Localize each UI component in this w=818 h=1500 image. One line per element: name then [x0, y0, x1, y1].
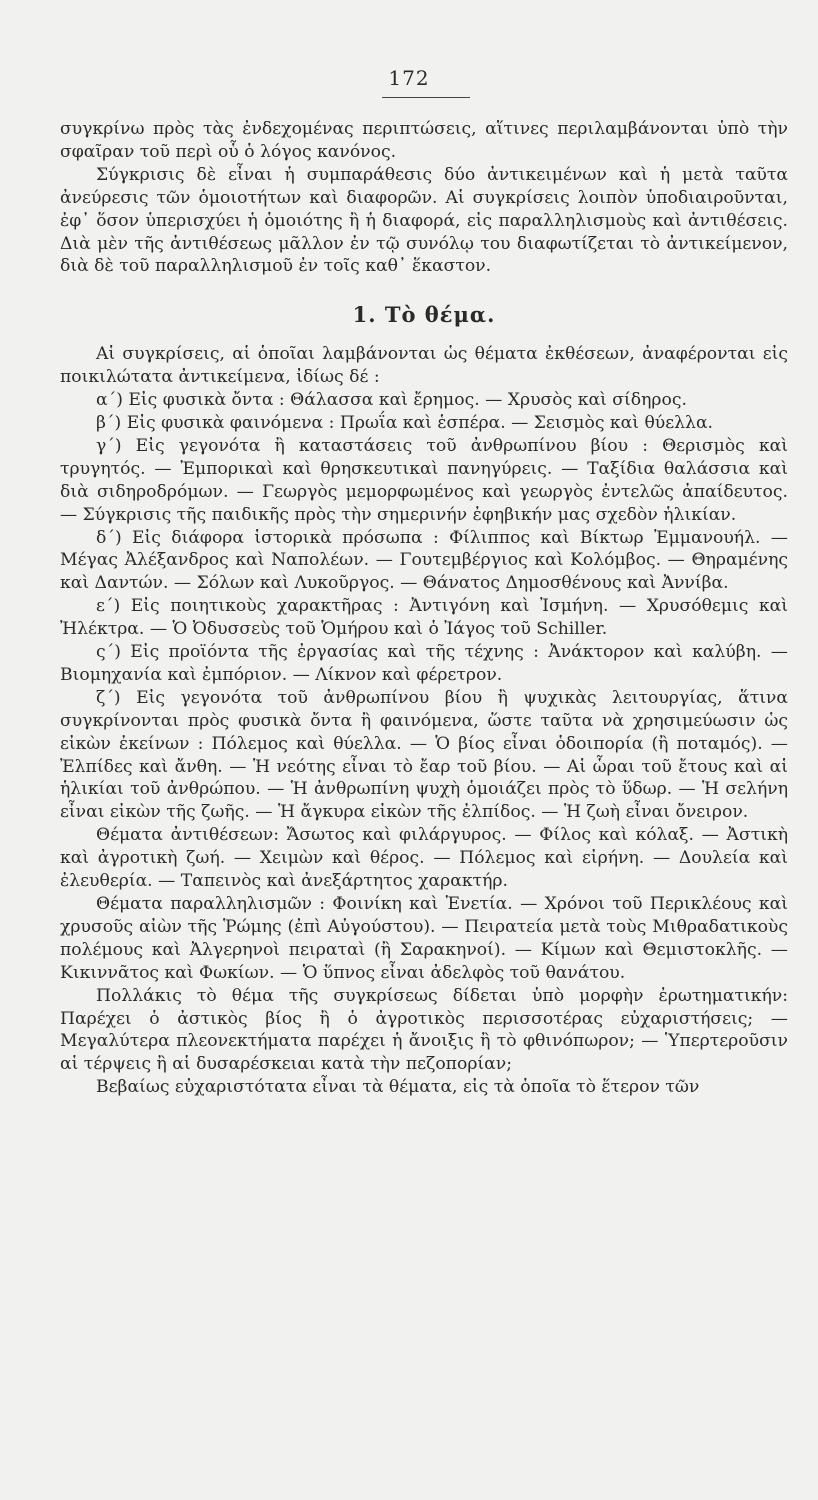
list-item-epsilon: ε΄) Εἰς ποιητικοὺς χαρακτῆρας : Ἀντιγόνη καὶ Ἰσμήνη. — Χρυσόθεμις καὶ Ἠλέκτρα. — Ὁ Ὀδυσσεὺς τοῦ Ὁμήρου καὶ ὁ Ἰάγος τοῦ Schiller. [60, 596, 788, 640]
list-item-delta: δ΄) Εἰς διάφορα ἱστορικὰ πρόσωπα : Φίλιππος καὶ Βίκτωρ Ἐμμανουήλ. — Μέγας Ἀλέξανδρος καὶ Ναπολέων. — Γουτεμβέργιος καὶ Κολόμβος. — Θηραμένης καὶ Δαντών. — Σόλων καὶ Λυκοῦργος. — Θάνατος Δημοσθένους καὶ Ἀννίβα. [60, 527, 788, 594]
section-heading: 1. Τὸ θέμα. [352, 302, 496, 328]
paragraph-list-intro: Αἱ συγκρίσεις, αἱ ὁποῖαι λαμβάνονται ὡς θέματα ἐκθέσεων, ἀναφέρονται εἰς ποικιλώτατα ἀντικείμενα, ἰδίως δέ : [60, 344, 788, 388]
paragraph-question-form: Πολλάκις τὸ θέμα τῆς συγκρίσεως δίδεται ὑπὸ μορφὴν ἐρωτηματικήν: Παρέχει ὁ ἀστικὸς βίος ἢ ὁ ἀγροτικὸς περισσοτέρας εὐχαριστήσεις; — Μεγαλύτερα πλεονεκτήματα παρέχει ἡ ἄνοιξις ἢ τὸ φθινόπωρον; — Ὑπερτεροῦσιν αἱ τέρψεις ἢ αἱ δυσαρέσκειαι κατὰ τὴν πεζοπορίαν; [60, 985, 788, 1075]
paragraph-definition: Σύγκρισις δὲ εἶναι ἡ συμπαράθεσις δύο ἀντικειμένων καὶ ἡ μετὰ ταῦτα ἀνεύρεσις τῶν ὁμοιοτήτων καὶ διαφορῶν. Αἱ συγκρίσεις λοιπὸν ὑποδιαιροῦνται, ἐφ᾽ ὅσον ὑπερισχύει ἡ ὁμοιότης ἢ ἡ διαφορά, εἰς παραλληλισμοὺς καὶ ἀντιθέσεις. Διὰ μὲν τῆς ἀντιθέσεως μᾶλλον ἐν τῷ συνόλῳ του διαφωτίζεται τὸ ἀντικείμενον, διὰ δὲ τοῦ παραλληλισμοῦ ἐν τοῖς καθ᾽ ἕκαστον. [60, 164, 788, 277]
page-number: 172 [388, 66, 430, 90]
paragraph-final: Βεβαίως εὐχαριστότατα εἶναι τὰ θέματα, εἰς τὰ ὁποῖα τὸ ἕτερον τῶν [96, 1077, 700, 1098]
paragraph-antithesis: Θέματα ἀντιθέσεων: Ἄσωτος καὶ φιλάργυρος. — Φίλος καὶ κόλαξ. — Ἀστικὴ καὶ ἀγροτικὴ ζωή. — Χειμὼν καὶ θέρος. — Πόλεμος καὶ εἰρήνη. — Δουλεία καὶ ἐλευθερία. — Ταπεινὸς καὶ ἀνεξάρτητος χαρακτήρ. [60, 825, 788, 892]
page-number-rule [382, 97, 470, 98]
body-text [60, 118, 788, 1099]
list-item-alpha: α΄) Εἰς φυσικὰ ὄντα : Θάλασσα καὶ ἔρημος. — Χρυσὸς καὶ σίδηρος. [96, 390, 687, 411]
list-item-beta: β΄) Εἰς φυσικὰ φαινόμενα : Πρωΐα καὶ ἑσπέρα. — Σεισμὸς καὶ θύελλα. [96, 412, 714, 433]
list-item-stigma: ς΄) Εἰς προϊόντα τῆς ἐργασίας καὶ τῆς τέχνης : Ἀνάκτορον καὶ καλύβη. — Βιομηχανία καὶ ἐμπόριον. — Λίκνον καὶ φέρετρον. [60, 642, 788, 685]
list-item-zeta: ζ΄) Εἰς γεγονότα τοῦ ἀνθρωπίνου βίου ἢ ψυχικὰς λειτουργίας, ἅτινα συγκρίνονται πρὸς φυσικὰ ὄντα ἢ φαινόμενα, ὥστε ταῦτα νὰ χρησιμεύωσιν ὡς εἰκὼν ἐκείνων : Πόλεμος καὶ θύελλα. — Ὁ βίος εἶναι ὁδοιπορία (ἢ ποταμός). — Ἐλπίδες καὶ ἄνθη. — Ἡ νεότης εἶναι τὸ ἔαρ τοῦ βίου. — Αἱ ὧραι τοῦ ἔτους καὶ αἱ ἡλικίαι τοῦ ἀνθρώπου. — Ἡ ἀνθρωπίνη ψυχὴ ὁμοιάζει πρὸς τὸ ὕδωρ. — Ἡ σελήνη εἶναι εἰκὼν τῆς ζωῆς. — Ἡ ἄγκυρα εἰκὼν τῆς ἐλπίδος. — Ἡ ζωὴ εἶναι ὄνειρον. [60, 687, 788, 823]
list-item-gamma: γ΄) Εἰς γεγονότα ἢ καταστάσεις τοῦ ἀνθρωπίνου βίου : Θερισμὸς καὶ τρυγητός. — Ἐμπορικαὶ καὶ θρησκευτικαὶ πανηγύρεις. — Ταξίδια θαλάσσια καὶ διὰ σιδηροδρόμων. — Γεωργὸς μεμορφωμένος καὶ γεωργὸς ἐντελῶς ἀπαίδευτος. — Σύγκρισις τῆς παιδικῆς πρὸς τὴν σημερινήν ἐφηβικήν μας σχεδὸν ἡλικίαν. [60, 435, 788, 525]
paragraph-parallelism: Θέματα παραλληλισμῶν : Φοινίκη καὶ Ἑνετία. — Χρόνοι τοῦ Περικλέους καὶ χρυσοῦς αἰὼν τῆς Ῥώμης (ἐπὶ Αὐγούστου). — Πειρατεία μετὰ τοὺς Μιθραδατικοὺς πολέμους καὶ Ἀλγερηνοὶ πειραταὶ (ἢ Σαρακηνοί). — Κίμων καὶ Θεμιστοκλῆς. — Κικιννᾶτος καὶ Φωκίων. — Ὁ ὕπνος εἶναι ἀδελφὸς τοῦ θανάτου. [60, 894, 788, 983]
paragraph-intro: συγκρίνω πρὸς τὰς ἐνδεχομένας περιπτώσεις, αἵτινες περιλαμβάνονται ὑπὸ τὴν σφαῖραν τοῦ περὶ οὗ ὁ λόγος κανόνος. [60, 119, 788, 162]
